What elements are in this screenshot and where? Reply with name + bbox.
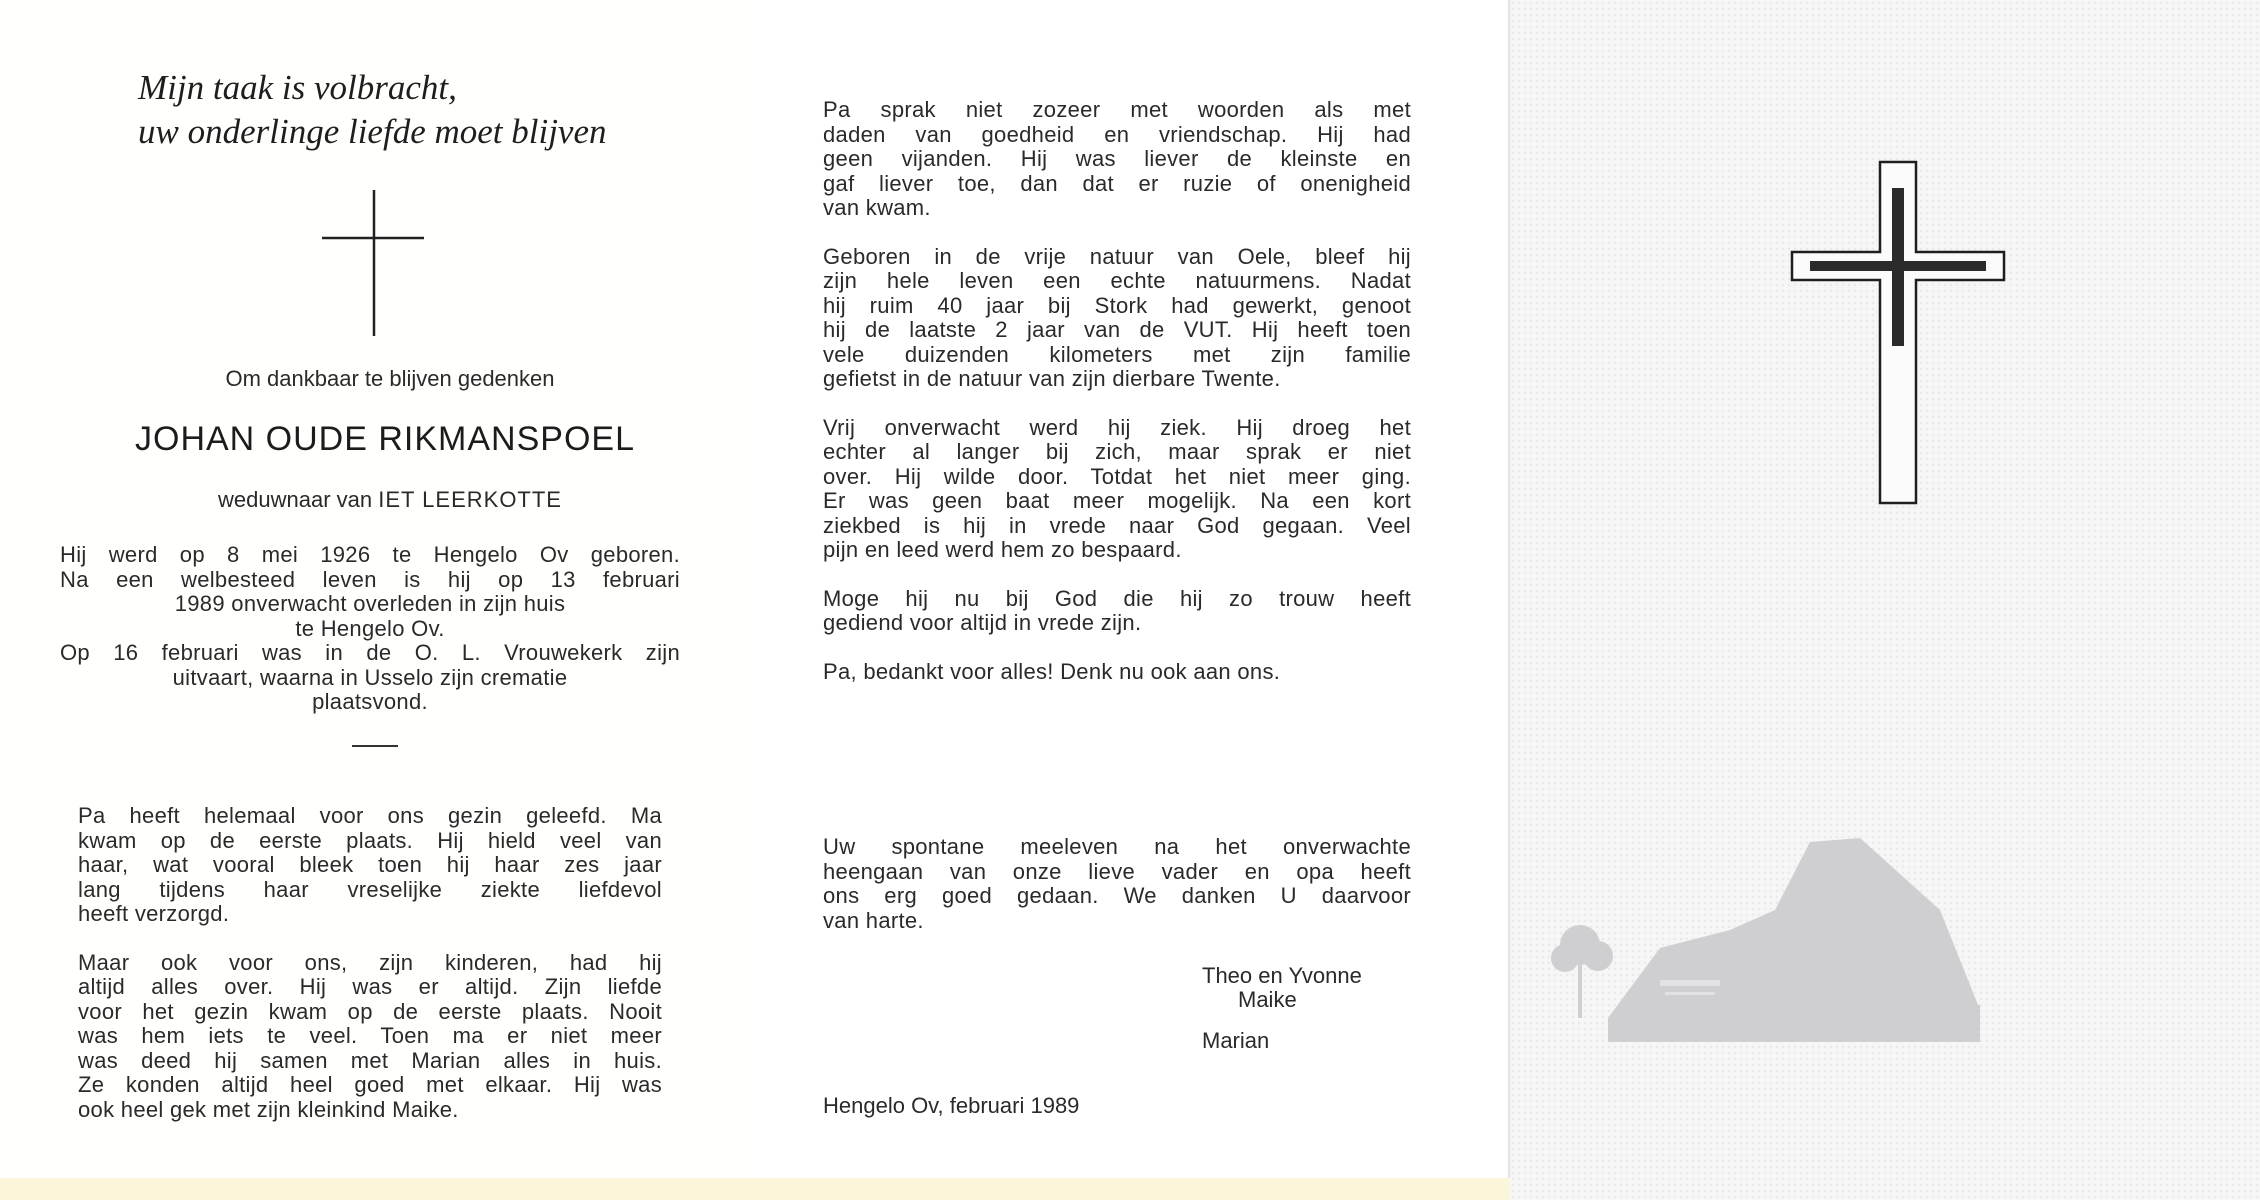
text-line: Uw spontane meeleven na het onverwachte [823, 834, 1411, 859]
text-line: van harte. [823, 907, 924, 933]
text-line: vele duizenden kilometers met zijn familie [823, 341, 1411, 367]
text-line: voor het gezin kwam op de eerste plaats. Nooit [78, 998, 662, 1024]
text-line: Ze konden altijd heel goed met elkaar. Hij was [78, 1072, 662, 1097]
biography-line: uitvaart, waarna in Usselo zijn crematie [172, 664, 568, 690]
text-line: Maar ook voor ons, zijn kinderen, had hij [78, 949, 662, 975]
thanks-paragraph [823, 835, 1411, 933]
text-line: ook heel gek met zijn kleinkind Maike. [78, 1096, 459, 1122]
paragraph [823, 587, 1411, 636]
left-panel [0, 0, 760, 1200]
deceased-name: JOHAN OUDE RIKMANSPOEL [135, 420, 635, 458]
quote-line-1: Mijn taak is volbracht, [138, 68, 457, 107]
spouse-name: IET LEERKOTTE [378, 487, 562, 512]
text-line: hij ruim 40 jaar bij Stork had gewerkt, genoot [823, 292, 1411, 318]
text-line: gaf liever toe, dan dat er ruzie of onenigheid [823, 170, 1411, 196]
signature-line-1: Theo en Yvonne [1202, 963, 1362, 988]
text-line: pijn en leed werd hem zo bespaard. [823, 537, 1182, 562]
text-line: was hem iets te veel. Toen ma er niet meer [78, 1023, 662, 1048]
text-line: hij de laatste 2 jaar van de VUT. Hij heeft toen [823, 317, 1411, 342]
biography-line: te Hengelo Ov. [295, 615, 445, 641]
text-line: Vrij onverwacht werd hij ziek. Hij droeg het [823, 414, 1411, 440]
text-line: Pa sprak niet zozeer met woorden als met [823, 97, 1411, 122]
widower-line [20, 488, 760, 512]
text-line: heengaan van onze lieve vader en opa heeft [823, 858, 1411, 884]
text-line: was deed hij samen met Marian alles in huis. [78, 1047, 662, 1073]
text-line: altijd alles over. Hij was er altijd. Zijn liefde [78, 974, 662, 999]
biography-line: plaatsvond. [312, 689, 428, 714]
text-line: Er was geen baat meer mogelijk. Na een kort [823, 488, 1411, 513]
text-line: Geboren in de vrije natuur van Oele, bleef hij [823, 243, 1411, 269]
text-line: Pa, bedankt voor alles! Denk nu ook aan ons. [823, 658, 1281, 684]
text-line: lang tijdens haar vreselijke ziekte liefdevol [78, 876, 662, 902]
text-line: daden van goedheid en vriendschap. Hij had [823, 121, 1411, 147]
middle-text [823, 98, 1411, 708]
biography-line: Hij werd op 8 mei 1926 te Hengelo Ov geboren. [60, 542, 680, 567]
paragraph [823, 416, 1411, 563]
text-line: echter al langer bij zich, maar sprak er niet [823, 439, 1411, 464]
cover-panel [1510, 0, 2260, 1200]
text-line: over. Hij wilde door. Totdat het niet meer ging. [823, 463, 1411, 489]
text-line: Pa heeft helemaal voor ons gezin geleefd. Ma [78, 803, 662, 828]
text-line: heeft verzorgd. [78, 901, 230, 926]
paragraph [823, 660, 1411, 685]
text-line: ziekbed is hij in vrede naar God gegaan. Veel [823, 512, 1411, 538]
small-cross-icon [320, 188, 430, 338]
divider [352, 745, 398, 747]
quote-line-2: uw onderlinge liefde moet blijven [138, 112, 607, 151]
text-line: ons erg goed gedaan. We danken U daarvoor [823, 883, 1411, 908]
paragraph [823, 245, 1411, 392]
paragraph [78, 951, 662, 1123]
text-line: geen vijanden. Hij was liever de kleinste en [823, 146, 1411, 171]
text-line: zijn hele leven een echte natuurmens. Nadat [823, 268, 1411, 293]
paper-edge [0, 1178, 1510, 1200]
paragraph [823, 98, 1411, 221]
text-line: kwam op de eerste plaats. Hij hield veel van [78, 827, 662, 853]
middle-panel [760, 0, 1510, 1200]
widower-prefix: weduwnaar van [218, 487, 373, 512]
signature-line-2: Maike [1238, 987, 1297, 1012]
text-line: Moge hij nu bij God die hij zo trouw heeft [823, 585, 1411, 611]
church-silhouette-icon [1510, 830, 2260, 1090]
biography-line: Op 16 februari was in de O. L. Vrouwekerk zijn [60, 640, 680, 665]
biography-line: 1989 onverwacht overleden in zijn huis [174, 591, 566, 616]
biography-line: Na een welbesteed leven is hij op 13 februari [60, 566, 680, 592]
remembrance-heading: Om dankbaar te blijven gedenken [225, 366, 555, 391]
biography [60, 543, 680, 715]
signature-line-3: Marian [1202, 1028, 1270, 1053]
text-line: gediend voor altijd in vrede zijn. [823, 610, 1142, 635]
left-text [78, 804, 662, 1146]
large-cross-icon [1788, 160, 2008, 505]
quote [138, 66, 607, 154]
paragraph [78, 804, 662, 927]
place-date: Hengelo Ov, februari 1989 [823, 1093, 1080, 1118]
text-line: van kwam. [823, 195, 931, 220]
text-line: gefietst in de natuur van zijn dierbare Twente. [823, 366, 1281, 391]
text-line: haar, wat vooral bleek toen hij haar zes jaar [78, 852, 662, 877]
